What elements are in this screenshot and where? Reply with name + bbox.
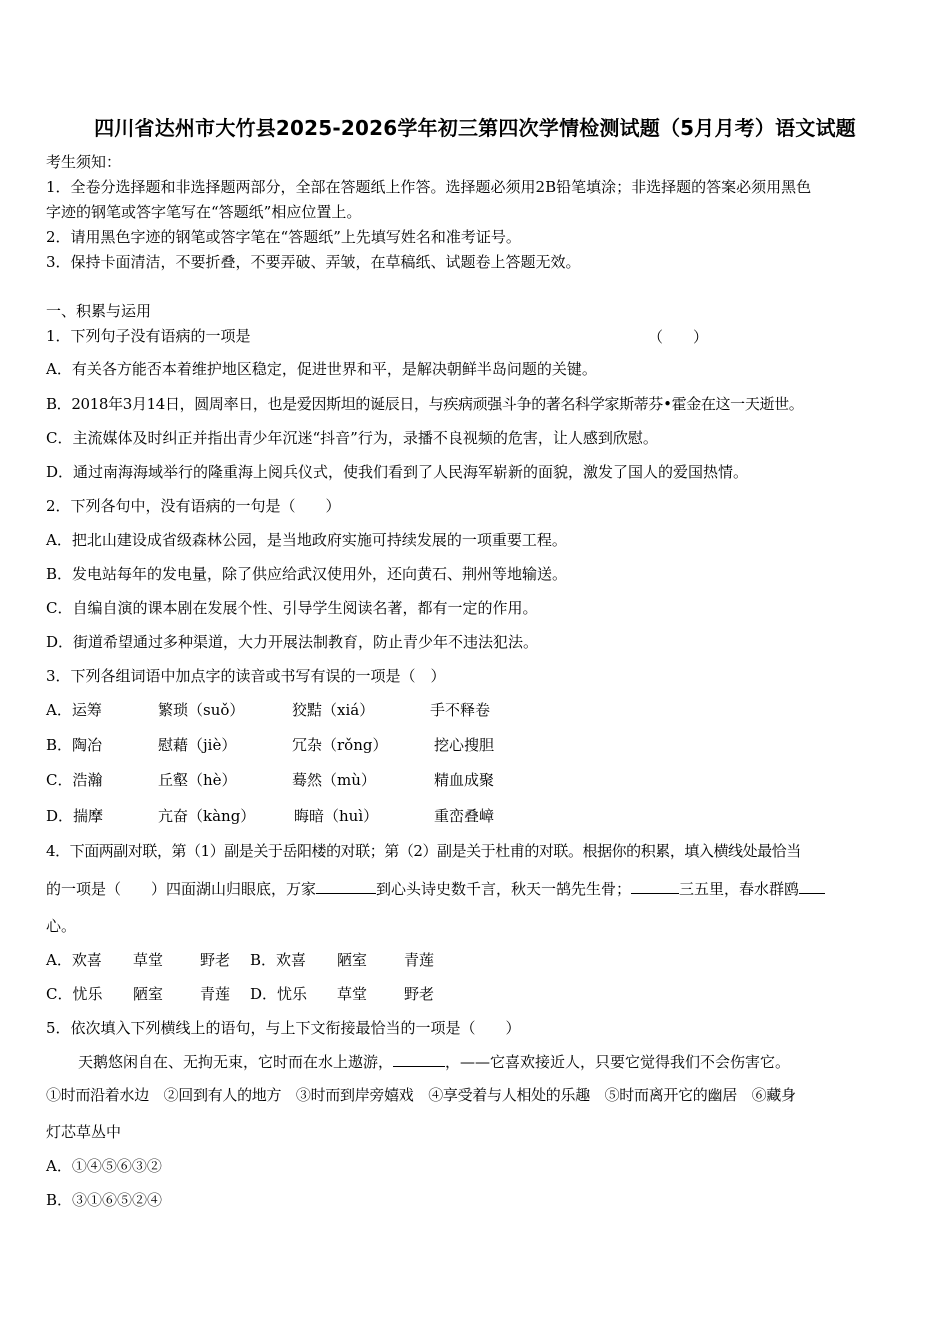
question-4-option-b-label: B．欢喜 <box>250 951 307 969</box>
question-4-option-b-word2: 陋室 <box>337 951 368 969</box>
notice-item-3: 3．保持卡面清洁，不要折叠，不要弄破、弄皱，在草稿纸、试题卷上答题无效。 <box>46 253 581 271</box>
section-heading: 一、积累与运用 <box>46 302 152 320</box>
question-1-option-c: C．主流媒体及时纠正并指出青少年沉迷“抖音”行为，录播不良视频的危害，让人感到欣慰。 <box>46 429 658 447</box>
question-4-option-a-word2: 草堂 <box>133 951 164 969</box>
notice-item-1: 1．全卷分选择题和非选择题两部分，全部在答题纸上作答。选择题必须用2B铅笔填涂；非选择题的答案必须用黑色 <box>46 178 812 196</box>
question-5-option-a: A．①④⑤⑥③② <box>46 1157 162 1175</box>
question-1-option-a: A．有关各方能否本着维护地区稳定，促进世界和平，是解决朝鲜半岛问题的关键。 <box>46 360 597 378</box>
question-5-passage <box>78 1052 790 1072</box>
question-1-answer-paren: （ ） <box>648 328 709 346</box>
question-3-option-a-word3: 狡黠（xiá） <box>292 701 375 719</box>
fill-blank-1[interactable] <box>316 879 376 894</box>
question-3-option-d-word4: 重峦叠嶂 <box>434 807 495 825</box>
question-4-option-a-label: A．欢喜 <box>46 951 102 969</box>
question-4-option-d-word3: 野老 <box>404 985 435 1003</box>
question-3-option-b-word2: 慰藉（jiè） <box>158 736 237 754</box>
question-2-stem: 2．下列各句中，没有语病的一句是（ ） <box>46 497 341 515</box>
question-4-option-b-word3: 青莲 <box>404 951 435 969</box>
question-3-option-a-label: A．运筹 <box>46 701 102 719</box>
question-3-option-b-label: B．陶冶 <box>46 736 103 754</box>
question-4-option-c-word3: 青莲 <box>200 985 231 1003</box>
question-5-choices: ①时而沿着水边 ②回到有人的地方 ③时而到岸旁嬉戏 ④享受着与人相处的乐趣 ⑤时而离开它的幽居 ⑥藏身 <box>46 1086 796 1104</box>
question-3-option-c-word3: 蓦然（mù） <box>292 771 376 789</box>
question-5-choices-cont: 灯芯草丛中 <box>46 1123 122 1141</box>
question-2-option-a: A．把北山建设成省级森林公园，是当地政府实施可持续发展的一项重要工程。 <box>46 531 567 549</box>
question-4-couplet-end: 心。 <box>46 917 77 935</box>
notice-item-2: 2．请用黑色字迹的钢笔或答字笔在“答题纸”上先填写姓名和准考证号。 <box>46 228 521 246</box>
question-1-option-d: D．通过南海海域举行的隆重海上阅兵仪式，使我们看到了人民海军崭新的面貌，激发了国人的爱国热情。 <box>46 463 749 481</box>
question-4-option-a-word3: 野老 <box>200 951 231 969</box>
question-5-stem: 5．依次填入下列横线上的语句，与上下文衔接最恰当的一项是（ ） <box>46 1019 521 1037</box>
question-4-stem: 4．下面两副对联，第（1）副是关于岳阳楼的对联；第（2）副是关于杜甫的对联。根据你的积累，填入横线处最恰当 <box>46 842 801 860</box>
question-3-option-c-word2: 丘壑（hè） <box>158 771 237 789</box>
question-5-option-b: B．③①⑥⑤②④ <box>46 1191 163 1209</box>
fill-blank-4[interactable] <box>393 1052 445 1067</box>
question-4-option-c-word2: 陋室 <box>133 985 164 1003</box>
question-4-option-c-label: C．忧乐 <box>46 985 103 1003</box>
question-4-option-d-word2: 草堂 <box>337 985 368 1003</box>
question-2-option-d: D．街道希望通过多种渠道，大力开展法制教育，防止青少年不违法犯法。 <box>46 633 539 651</box>
question-3-option-c-label: C．浩瀚 <box>46 771 103 789</box>
question-2-option-c: C．自编自演的课本剧在发展个性、引导学生阅读名著，都有一定的作用。 <box>46 599 538 617</box>
page-title: 四川省达州市大竹县2025-2026学年初三第四次学情检测试题（5月月考）语文试题 <box>94 116 856 140</box>
question-3-option-d-word2: 亢奋（kàng） <box>158 807 256 825</box>
question-4-couplet-part2: 到心头诗史数千言，秋天一鹄先生骨； <box>376 880 632 898</box>
question-1-option-b: B．2018年3月14日，圆周率日，也是爱因斯坦的诞辰日，与疾病顽强斗争的著名科学家斯蒂芬•霍金在这一天逝世。 <box>46 395 804 413</box>
question-3-option-b-word3: 冗杂（rǒng） <box>292 736 388 754</box>
question-5-passage-part2: ，——它喜欢接近人，只要它觉得我们不会伤害它。 <box>445 1053 791 1071</box>
question-3-stem: 3．下列各组词语中加点字的读音或书写有误的一项是（ ） <box>46 667 446 685</box>
question-3-option-b-word4: 挖心搜胆 <box>434 736 495 754</box>
question-1-stem: 1．下列句子没有语病的一项是 <box>46 327 251 345</box>
notice-heading: 考生须知： <box>46 153 122 171</box>
question-4-couplet-part3: 三五里，春水群鸥 <box>679 880 800 898</box>
question-2-option-b: B．发电站每年的发电量，除了供应给武汉使用外，还向黄石、荆州等地输送。 <box>46 565 568 583</box>
question-4-couplet-line <box>46 879 825 899</box>
question-5-passage-part1: 天鹅悠闲自在、无拘无束，它时而在水上遨游， <box>78 1053 394 1071</box>
question-3-option-a-word4: 手不释卷 <box>430 701 491 719</box>
question-3-option-a-word2: 繁琐（suǒ） <box>158 701 245 719</box>
question-4-option-d-label: D．忧乐 <box>250 985 308 1003</box>
fill-blank-3[interactable] <box>799 879 825 894</box>
question-3-option-d-word3: 晦暗（huì） <box>294 807 379 825</box>
question-4-couplet-part1: 的一项是（ ）四面湖山归眼底，万家 <box>46 880 317 898</box>
fill-blank-2[interactable] <box>631 879 679 894</box>
notice-item-1-cont: 字迹的钢笔或答字笔写在“答题纸”相应位置上。 <box>46 203 362 221</box>
question-3-option-d-label: D．揣摩 <box>46 807 104 825</box>
question-3-option-c-word4: 精血成聚 <box>434 771 495 789</box>
